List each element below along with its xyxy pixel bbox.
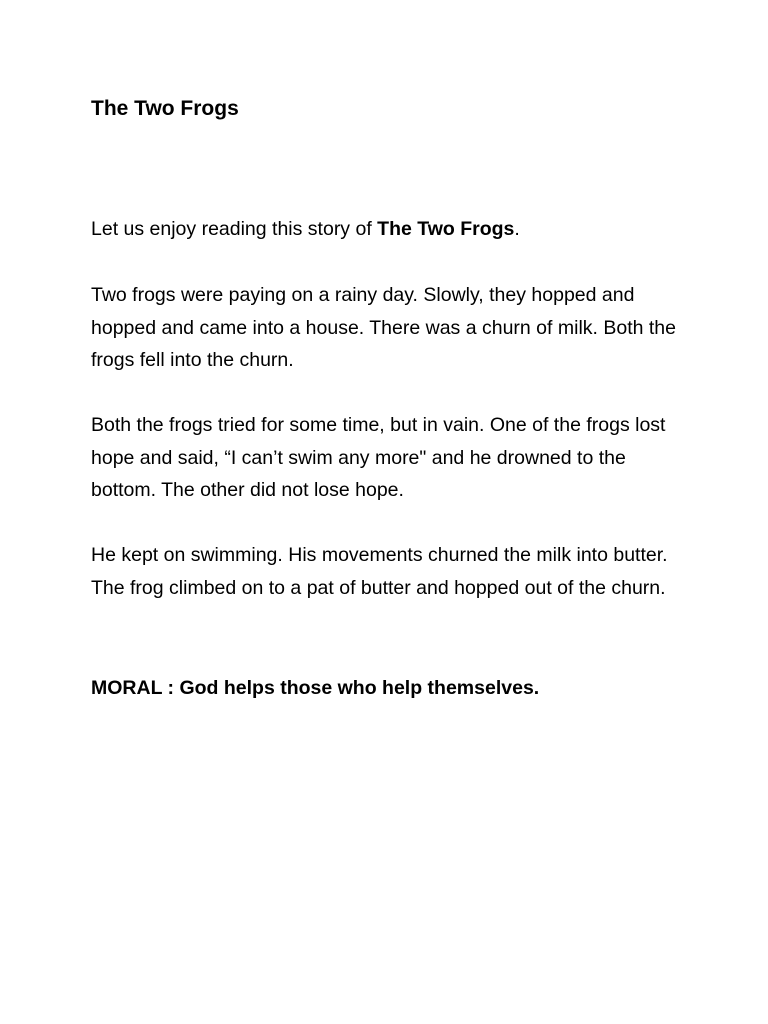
intro-suffix: . xyxy=(514,218,520,240)
story-title: The Two Frogs xyxy=(91,97,239,120)
story-paragraph-2: Both the frogs tried for some time, but in vain. One of the frogs lost hope and said, “I can’t swim any more" and he drowned to the bottom. The other did not lose hope. xyxy=(91,414,666,501)
intro-prefix: Let us enjoy reading this story of xyxy=(91,218,378,240)
intro-bold-title: The Two Frogs xyxy=(377,218,515,240)
moral-line: MORAL : God helps those who help themselves. xyxy=(91,677,540,699)
story-paragraph-3: He kept on swimming. His movements churned the milk into butter. The frog climbed on to a pat of butter and hopped out of the churn. xyxy=(91,544,668,599)
intro-paragraph xyxy=(91,213,691,246)
story-paragraph-1: Two frogs were paying on a rainy day. Slowly, they hopped and hopped and came into a house. There was a churn of milk. Both the frogs fell into the churn. xyxy=(91,284,676,371)
